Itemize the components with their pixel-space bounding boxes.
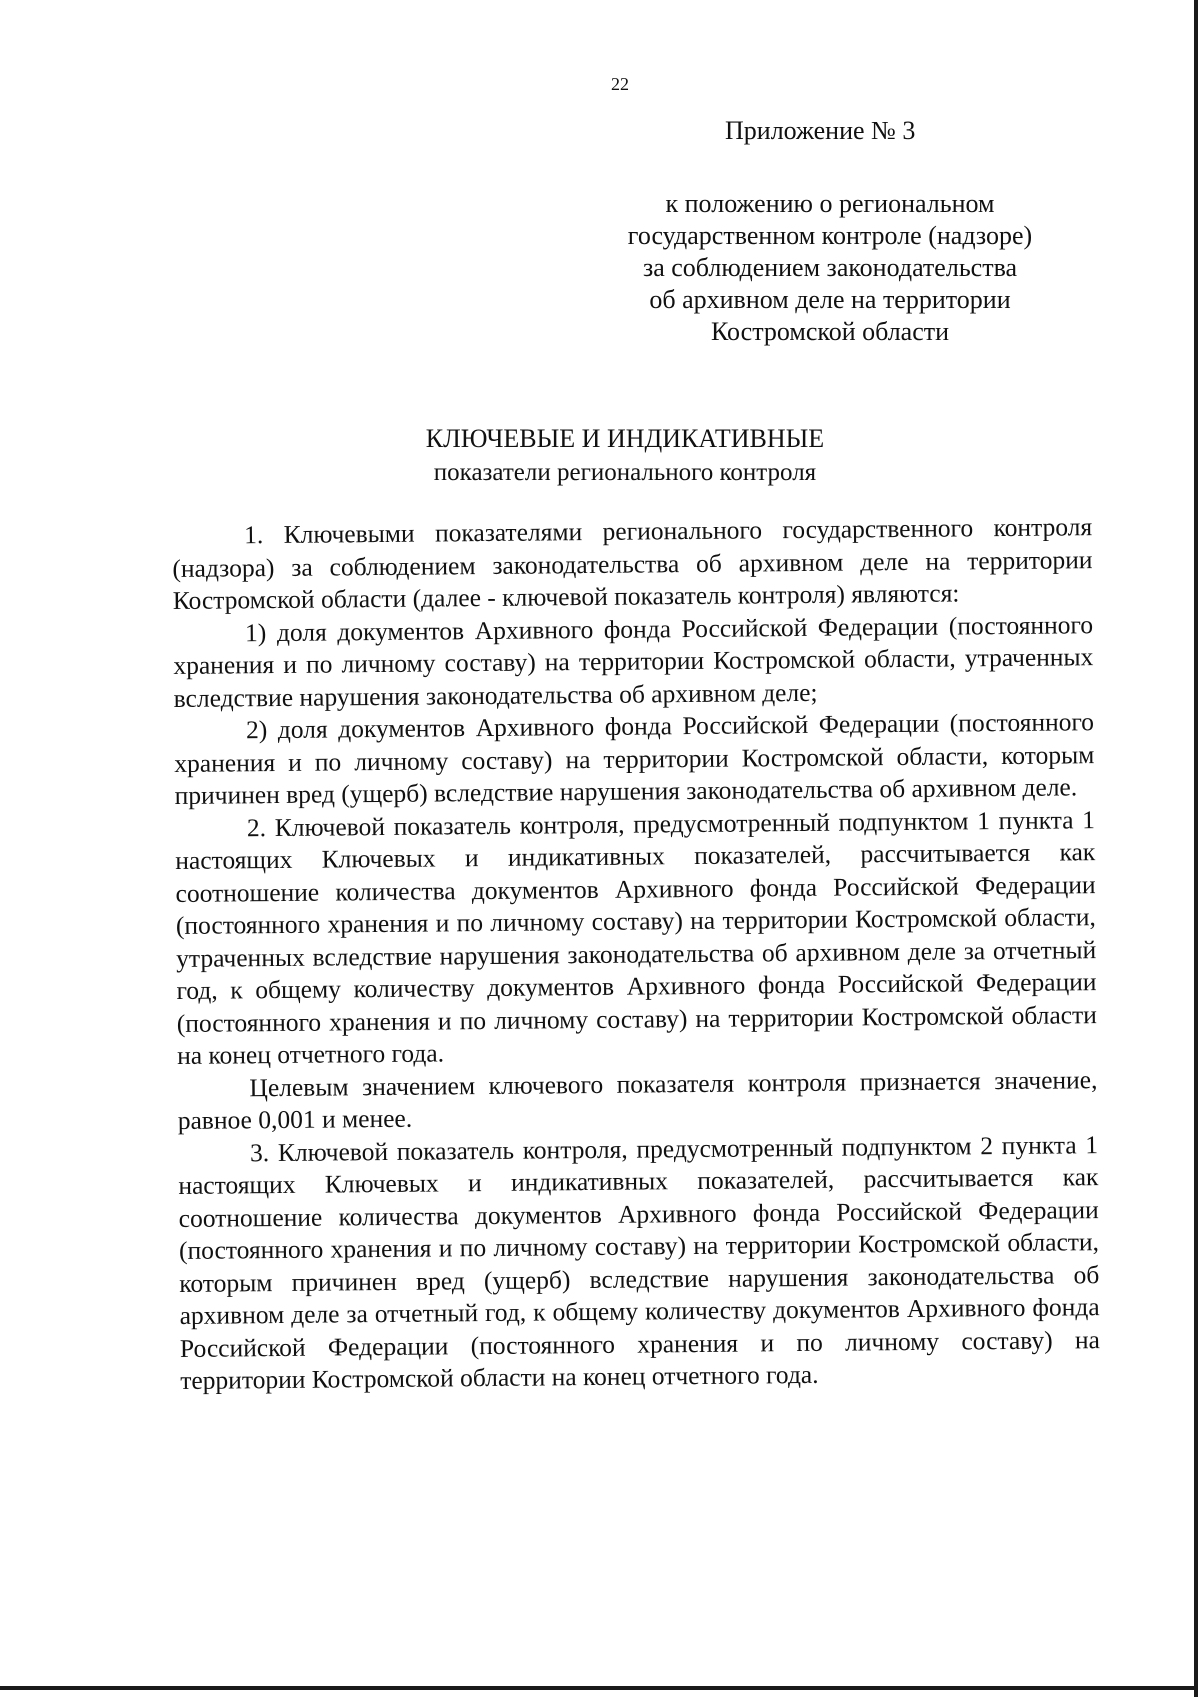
paragraph-2-target-value: Целевым значением ключевого показателя контроля признается значение, равное 0,001 и менее. [177,1064,1098,1135]
paragraph-1-item-1: 1) доля документов Архивного фонда Российской Федерации (постоянного хранения и по личному составу) на территории Костромской области, утраченных вследствие нарушения законодательства об архивном деле; [173,609,1094,713]
appendix-title: Приложение № 3 [725,116,916,145]
appendix-line: об архивном деле на территории [649,285,1011,314]
paragraph-1-item-2: 2) доля документов Архивного фонда Российской Федерации (постоянного хранения и по личному составу) на территории Костромской области, которым причинен вред (ущерб) вследствие нарушения законодательства об архивном деле. [174,707,1095,810]
scan-edge-right [1194,0,1198,1697]
paragraph-2: 2. Ключевой показатель контроля, предусмотренный подпунктом 1 пункта 1 настоящих Ключевых и индикативных показателей, рассчитывается как соотношение количества документов Архивного фонда Российской Федерации (постоянного хранения и по личному составу) на территории Костромской области, утраченных вследствие нарушения законодательства об архивном деле за отчетный год, к общему количеству документов Архивного фонда Российской Федерации (постоянного хранения и по личному составу) на территории Костромской области на конец отчетного года. [175,804,1097,1070]
paragraph-3: 3. Ключевой показатель контроля, предусмотренный подпунктом 2 пункта 1 настоящих Ключевых и индикативных показателей, рассчитывается как соотношение количества документов Архивного фонда Российской Федерации (постоянного хранения и по личному составу) на территории Костромской области, которым причинен вред (ущерб) вследствие нарушения законодательства об архивном деле за отчетный год, к общему количеству документов Архивного фонда Российской Федерации (постоянного хранения и по личному составу) на территории Костромской области на конец отчетного года. [178,1129,1101,1395]
scan-edge-bottom [0,1686,1198,1690]
appendix-line: Костромской области [710,317,950,346]
heading-title: КЛЮЧЕВЫЕ И ИНДИКАТИВНЫЕ [425,424,825,453]
appendix-reference [590,188,1070,348]
document-heading [0,422,1200,490]
heading-subtitle: показатели регионального контроля [433,459,817,486]
appendix-line: за соблюдением законодательства [642,253,1018,282]
document-body [172,511,1100,1397]
page-number: 22 [611,74,629,94]
appendix-line: государственном контроле (надзоре) [627,221,1033,250]
paragraph-1: 1. Ключевыми показателями регионального государственного контроля (надзора) за соблюдением законодательства об архивном деле на территории Костромской области (далее - ключевой показатель контроля) являются: [172,512,1093,615]
appendix-line: к положению о региональном [665,189,995,218]
